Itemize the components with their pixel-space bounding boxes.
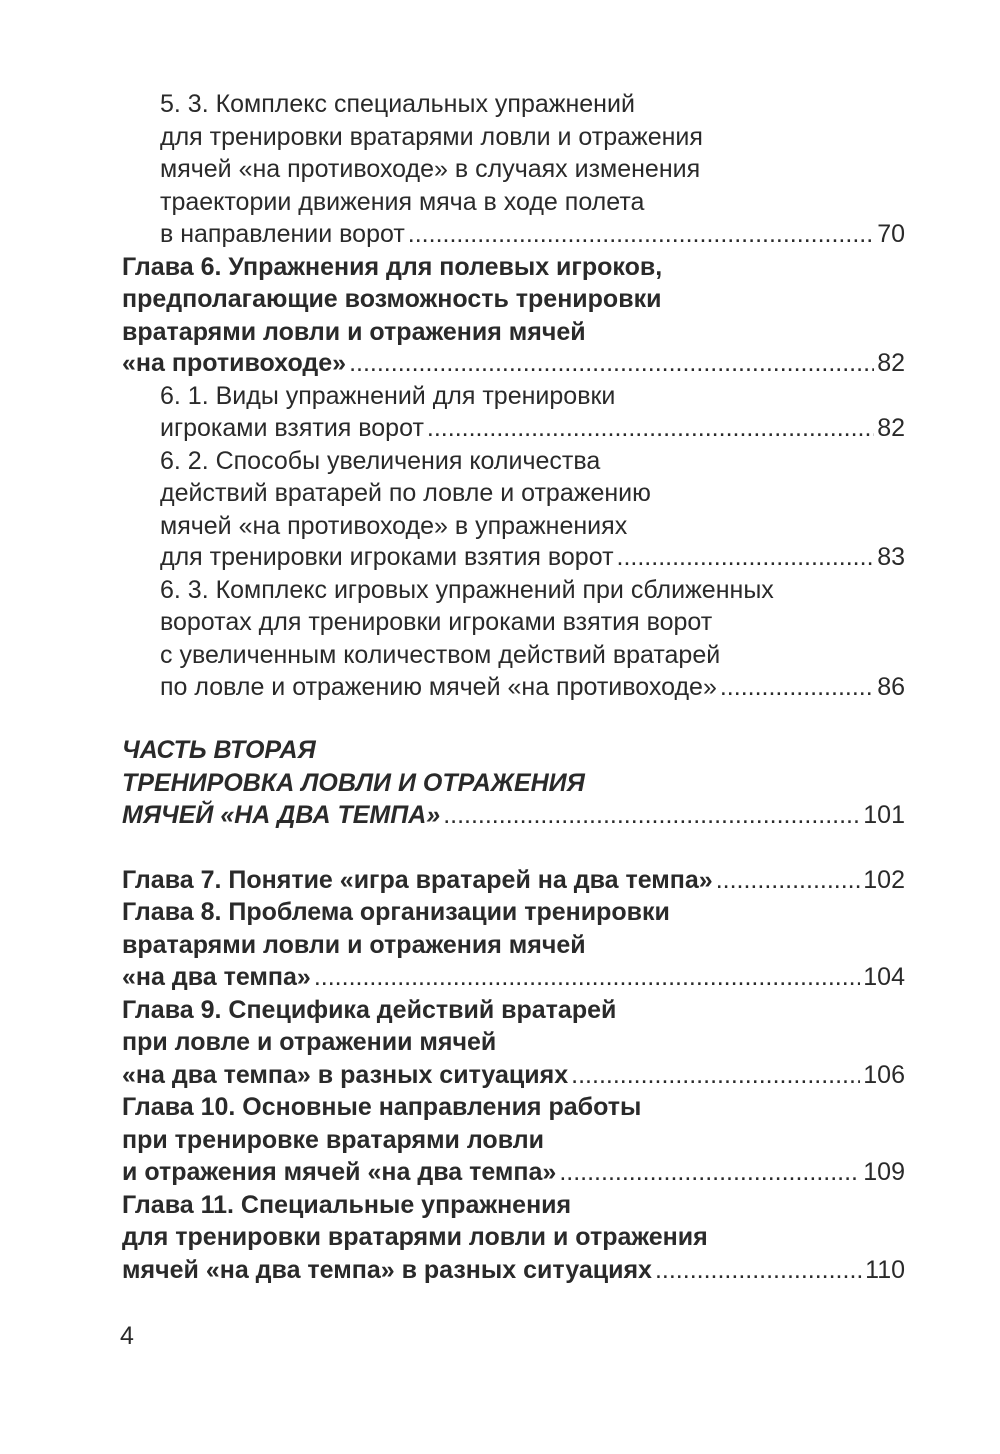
toc-line — [160, 445, 600, 477]
page-folio: 4 — [120, 1322, 134, 1350]
toc-line — [160, 88, 635, 120]
page-number: 109 — [863, 1158, 905, 1186]
dot-leader — [716, 864, 861, 896]
page-number: 82 — [877, 414, 905, 442]
toc-line-text: 6. 3. Комплекс игровых упражнений при сближенных — [160, 576, 774, 604]
part-heading-line — [122, 767, 585, 799]
toc-chapter-line — [122, 1189, 571, 1221]
toc-chapter-line — [122, 1156, 905, 1188]
toc-chapter-line — [122, 347, 905, 379]
page-number: 106 — [863, 1061, 905, 1089]
toc-line-text: для тренировки вратарями ловли и отражения — [122, 1223, 708, 1251]
dot-leader — [349, 347, 874, 379]
toc-line-text: 6. 1. Виды упражнений для тренировки — [160, 382, 616, 410]
toc-line — [160, 218, 905, 250]
toc-line — [160, 671, 905, 703]
toc-chapter-line — [122, 896, 670, 928]
dot-leader — [314, 961, 860, 993]
toc-line-text: для тренировки вратарями ловли и отражения — [160, 123, 703, 151]
toc-line — [160, 477, 651, 509]
toc-line-text: Глава 10. Основные направления работы — [122, 1093, 642, 1121]
page-number: 70 — [877, 220, 905, 248]
toc-line — [160, 510, 627, 542]
toc-line-text: МЯЧЕЙ «НА ДВА ТЕМПА» — [122, 801, 441, 829]
toc-line-text: воротах для тренировки игроками взятия ворот — [160, 608, 713, 636]
toc-chapter-line — [122, 994, 616, 1026]
page-number: 83 — [877, 543, 905, 571]
toc-line-text: в направлении ворот — [160, 220, 405, 248]
toc-line-text: действий вратарей по ловле и отражению — [160, 479, 651, 507]
toc-chapter-line — [122, 1254, 905, 1286]
toc-line — [160, 639, 720, 671]
toc-line-text: Глава 6. Упражнения для полевых игроков, — [122, 253, 663, 281]
toc-line — [160, 574, 774, 606]
toc-chapter-line — [122, 961, 905, 993]
page-number: 110 — [865, 1256, 905, 1284]
page-number: 86 — [877, 673, 905, 701]
toc-line-text: мячей «на противоходе» в упражнениях — [160, 512, 628, 540]
toc-line-text: 5. 3. Комплекс специальных упражнений — [160, 90, 635, 118]
part-heading-line — [122, 734, 316, 766]
dot-leader — [617, 541, 875, 573]
toc-line-text: мячей «на два темпа» в разных ситуациях — [122, 1256, 652, 1284]
toc-chapter-line — [122, 929, 586, 961]
toc-line-text: при тренировке вратарями ловли — [122, 1126, 544, 1154]
toc-line-text: игроками взятия ворот — [160, 414, 424, 442]
dot-leader — [443, 799, 860, 831]
toc-line — [160, 380, 615, 412]
toc-chapter-line — [122, 251, 662, 283]
toc-line-text: траектории движения мяча в ходе полета — [160, 188, 645, 216]
dot-leader — [427, 412, 874, 444]
toc-line-text: при ловле и отражении мячей — [122, 1028, 497, 1056]
toc-line-text: «на два темпа» — [122, 963, 311, 991]
toc-line-text: Глава 7. Понятие «игра вратарей на два темпа» — [122, 866, 713, 894]
toc-line-text: «на два темпа» в разных ситуациях — [122, 1061, 569, 1089]
toc-line-text: вратарями ловли и отражения мячей — [122, 318, 586, 346]
toc-line — [160, 606, 712, 638]
page-number: 102 — [863, 866, 905, 894]
toc-line-text: для тренировки игроками взятия ворот — [160, 543, 614, 571]
toc-line — [160, 541, 905, 573]
toc-chapter-line — [122, 1026, 496, 1058]
toc-line-text: ТРЕНИРОВКА ЛОВЛИ И ОТРАЖЕНИЯ — [122, 769, 585, 797]
dot-leader — [655, 1254, 862, 1286]
toc-line-text: предполагающие возможность тренировки — [122, 285, 662, 313]
toc-line-text: и отражения мячей «на два темпа» — [122, 1158, 557, 1186]
toc-line-text: 6. 2. Способы увеличения количества — [160, 447, 601, 475]
toc-line-text: «на противоходе» — [122, 349, 347, 377]
toc-line-text: Глава 8. Проблема организации тренировки — [122, 898, 670, 926]
toc-line-text: мячей «на противоходе» в случаях изменения — [160, 155, 701, 183]
toc-line-text: ЧАСТЬ ВТОРАЯ — [122, 736, 316, 764]
page-number: 82 — [877, 349, 905, 377]
dot-leader — [559, 1156, 860, 1188]
dot-leader — [720, 671, 874, 703]
dot-leader — [571, 1059, 860, 1091]
toc-chapter-line — [122, 1124, 544, 1156]
page-number: 104 — [863, 963, 905, 991]
toc-chapter-line — [122, 864, 905, 896]
toc-line-text: с увеличенным количеством действий вратарей — [160, 641, 721, 669]
toc-chapter-line — [122, 1221, 708, 1253]
toc-line-text: Глава 11. Специальные упражнения — [122, 1191, 572, 1219]
toc-line-text: Глава 9. Специфика действий вратарей — [122, 996, 617, 1024]
toc-line-text: по ловле и отражению мячей «на противоходе» — [160, 673, 717, 701]
toc-line — [160, 412, 905, 444]
toc-chapter-line — [122, 1091, 641, 1123]
toc-line — [160, 153, 700, 185]
part-heading-line — [122, 799, 905, 831]
page-number: 101 — [863, 801, 905, 829]
toc-line — [160, 186, 644, 218]
dot-leader — [408, 218, 874, 250]
toc-line-text: вратарями ловли и отражения мячей — [122, 931, 586, 959]
toc-chapter-line — [122, 283, 661, 315]
toc-line — [160, 121, 703, 153]
toc-chapter-line — [122, 316, 586, 348]
toc-chapter-line — [122, 1059, 905, 1091]
